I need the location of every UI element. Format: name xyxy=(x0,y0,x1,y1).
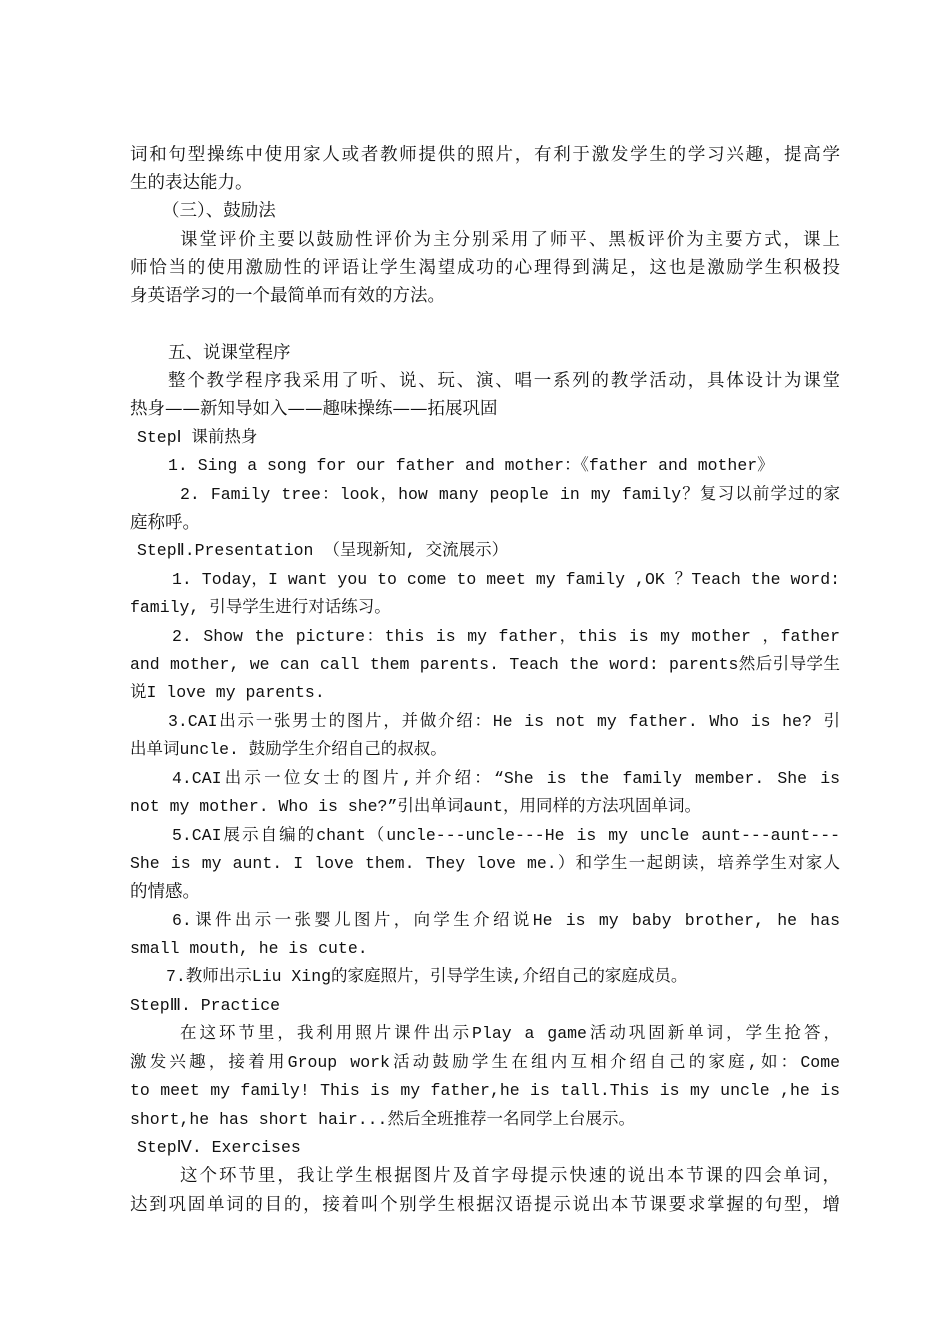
paragraph-line: 1. Sing a song for our father and mother：《father and mother》 xyxy=(168,456,774,475)
paragraph-line: 1. Today，I want you to come to meet my family ,OK ？Teach the word: xyxy=(172,570,840,589)
step-heading: StepⅢ. Practice xyxy=(130,996,280,1015)
paragraph-line: 6.课件出示一张婴儿图片，向学生介绍说He is my baby brother, he has xyxy=(172,911,840,930)
paragraph-line: to meet my family! This is my father,he is tall.This is my uncle ,he is xyxy=(130,1081,840,1100)
paragraph-line: 师恰当的使用激励性的评语让学生渴望成功的心理得到满足，这也是激励学生积极投 xyxy=(130,258,840,278)
paragraph-line: 热身——新知导如入——趣味操练——拓展巩固 xyxy=(130,399,498,419)
paragraph-line: 激发兴趣，接着用Group work活动鼓励学生在组内互相介绍自己的家庭,如：Come xyxy=(130,1053,840,1072)
paragraph-line: 2. Show the picture：this is my father，this is my mother ，father xyxy=(172,627,840,646)
paragraph-line: 2. Family tree：look，how many people in my family？复习以前学过的家 xyxy=(180,485,840,504)
paragraph-line: 出单词uncle. 鼓励学生介绍自己的叔叔。 xyxy=(130,740,447,759)
paragraph-line: 7.教师出示Liu Xing的家庭照片，引导学生读,介绍自己的家庭成员。 xyxy=(166,967,688,986)
step-heading: StepⅣ. Exercises xyxy=(137,1138,301,1157)
paragraph-line: small mouth, he is cute. xyxy=(130,939,368,958)
paragraph-line: family, 引导学生进行对话练习。 xyxy=(130,598,391,617)
paragraph-line: 在这环节里，我利用照片课件出示Play a game活动巩固新单词，学生抢答， xyxy=(180,1024,840,1043)
step-heading: StepⅡ.Presentation （呈现新知, 交流展示） xyxy=(137,541,509,560)
paragraph-line: not my mother. Who is she?”引出单词aunt，用同样的方法巩固单词。 xyxy=(130,797,701,816)
paragraph-line: 庭称呼。 xyxy=(130,513,200,533)
paragraph-line: 说I love my parents. xyxy=(130,683,325,702)
paragraph-line: 3.CAI出示一张男士的图片，并做介绍：He is not my father. Who is he? 引 xyxy=(168,712,840,731)
paragraph-line: and mother, we can call them parents. Teach the word: parents然后引导学生 xyxy=(130,655,840,674)
subsection-heading: （三）、鼓励法 xyxy=(162,201,276,221)
paragraph-line: 整个教学程序我采用了听、说、玩、演、唱一系列的教学活动，具体设计为课堂 xyxy=(168,371,840,391)
paragraph-line: 词和句型操练中使用家人或者教师提供的照片，有利于激发学生的学习兴趣，提高学 xyxy=(130,145,840,165)
paragraph-line: She is my aunt. I love them. They love me.）和学生一起朗读，培养学生对家人 xyxy=(130,854,840,873)
paragraph-line: 课堂评价主要以鼓励性评价为主分别采用了师平、黑板评价为主要方式，课上 xyxy=(180,230,840,250)
paragraph-line: 这个环节里，我让学生根据图片及首字母提示快速的说出本节课的四会单词， xyxy=(180,1166,840,1186)
section-heading: 五、说课堂程序 xyxy=(168,343,291,363)
paragraph-line: 生的表达能力。 xyxy=(130,173,253,193)
paragraph-line: 的情感。 xyxy=(130,882,200,902)
paragraph-line: 5.CAI展示自编的chant（uncle---uncle---He is my uncle aunt---aunt--- xyxy=(172,826,840,845)
paragraph-line: 4.CAI出示一位女士的图片,并介绍：“She is the family member. She is xyxy=(172,769,840,788)
step-heading: StepⅠ 课前热身 xyxy=(137,428,258,447)
paragraph-line: 达到巩固单词的目的，接着叫个别学生根据汉语提示说出本节课要求掌握的句型，增 xyxy=(130,1195,840,1215)
paragraph-line: short,he has short hair...然后全班推荐一名同学上台展示。 xyxy=(130,1110,635,1129)
paragraph-line: 身英语学习的一个最简单而有效的方法。 xyxy=(130,286,445,306)
